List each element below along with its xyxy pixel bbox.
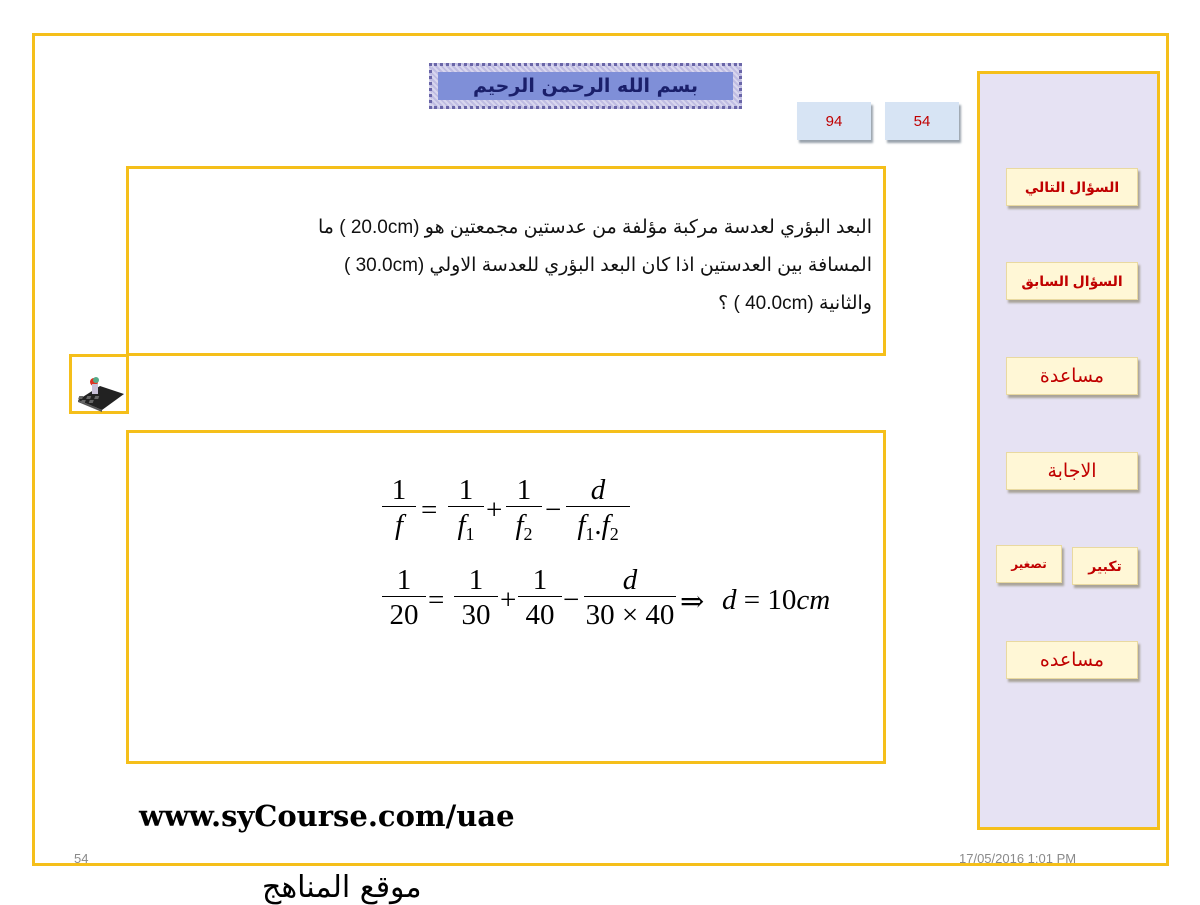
zoom-out-button[interactable]: تصغير [996, 545, 1062, 583]
site-caption: موقع المناهج [262, 870, 422, 905]
slide-number: 54 [74, 851, 89, 866]
eq2-result: d = 10cm [722, 584, 831, 616]
question-count-current: 54 [885, 102, 959, 140]
eq2-term2: 1 40 [518, 564, 562, 633]
eq2-term1: 1 30 [454, 564, 498, 633]
basmala-text: بسم الله الرحمن الرحيم [438, 72, 733, 100]
eq2-lhs: 1 20 [382, 564, 426, 633]
slide-datetime: 17/05/2016 1:01 PM [959, 851, 1077, 866]
eq1-term1: 1 $f_1$ [448, 474, 484, 552]
basmala-banner [429, 63, 742, 109]
previous-question-button[interactable]: السؤال السابق [1006, 262, 1138, 300]
eq1-term2: 1 $f_2$ [506, 474, 542, 552]
question-text [160, 209, 872, 323]
zoom-in-button[interactable]: تكبير [1072, 547, 1138, 585]
equation-1: 1 f = 1 $f_1$ + 1 $f_2$ − d $f_1.f_2$ [382, 474, 642, 554]
next-question-button[interactable]: السؤال التالي [1006, 168, 1138, 206]
question-count-total: 94 [797, 102, 871, 140]
equation-2: 1 20 = 1 30 + 1 40 − d 30 × 40 ⇒ d = 10cm [382, 564, 852, 644]
question-line-2: المسافة بين العدستين اذا كان البعد البؤري للعدسة الاولي (30.0cm ) [343, 255, 872, 276]
help-button-2[interactable]: مساعده [1006, 641, 1138, 679]
eq1-term3: d $f_1.f_2$ [566, 474, 630, 552]
help-button[interactable]: مساعدة [1006, 357, 1138, 395]
question-line-1: البعد البؤري لعدسة مركبة مؤلفة من عدستين مجمعتين هو (20.0cm ) ما [317, 217, 872, 238]
answer-button[interactable]: الاجابة [1006, 452, 1138, 490]
question-line-3: والثانية (40.0cm ) ؟ [718, 293, 872, 314]
keyboard-icon[interactable] [74, 372, 126, 412]
website-url: www.syCourse.com/uae [139, 799, 515, 833]
eq2-term3: d 30 × 40 [585, 564, 675, 631]
eq1-lhs: 1 f [382, 474, 416, 543]
